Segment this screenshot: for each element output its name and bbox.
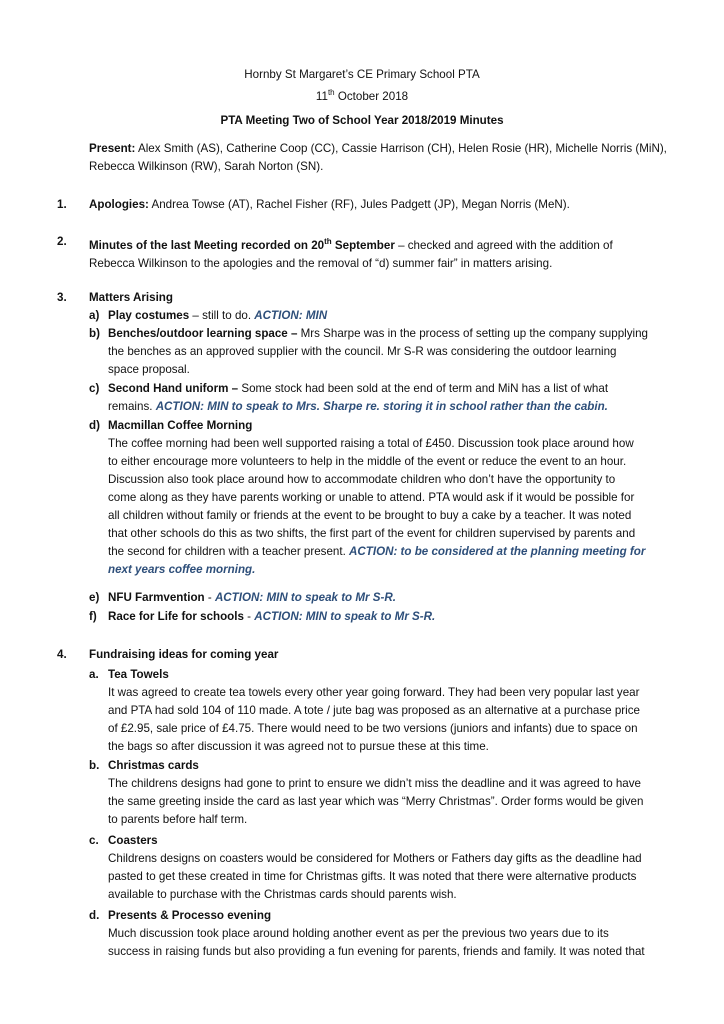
sub-letter-4a: a. xyxy=(89,668,99,681)
item-number-2: 2. xyxy=(57,235,67,248)
sub-letter-3d: d) xyxy=(89,419,100,432)
christmas-cards-item: Christmas cards The childrens designs had gone to print to ensure we didn’t miss the deadline and it was agreed to have the same greeting inside the card as last year which was “Merry Christmas”. Order forms would be given to parents before half term. xyxy=(108,759,644,826)
presents-evening-item: Presents & Processo evening Much discussion took place around holding another event as per the previous two years due to its success in raising funds but also providing a fun evening for parents, friends and family. It was noted that xyxy=(108,909,645,958)
farmvention-item: NFU Farmvention - ACTION: MIN to speak to Mr S-R. xyxy=(108,591,396,604)
sub-letter-3a: a) xyxy=(89,309,100,322)
play-costumes-item: Play costumes – still to do. ACTION: MIN xyxy=(108,309,328,322)
sub-letter-3e: e) xyxy=(89,591,100,604)
fundraising-heading: Fundraising ideas for coming year xyxy=(89,648,279,661)
tea-towels-item: Tea Towels It was agreed to create tea towels every other year going forward. They had been very popular last year and PTA had sold 104 of 110 made. A tote / jute bag was proposed as an alternative at a purchase price of £2.95, sale price of £4.75. There would need to be two versions (juniors and infants) due to space on the bags so after discussion it was agreed not to pursue these at this time. xyxy=(108,668,640,753)
sub-letter-4d: d. xyxy=(89,909,100,922)
sub-letter-4c: c. xyxy=(89,834,99,847)
sub-letter-4b: b. xyxy=(89,759,100,772)
uniform-item: Second Hand uniform – Some stock had been sold at the end of term and MiN has a list of what remains. ACTION: MIN to speak to Mrs. Sharpe re. storing it in school rather than the cabin. xyxy=(108,382,609,413)
matters-arising-heading: Matters Arising xyxy=(89,291,173,304)
sub-letter-3c: c) xyxy=(89,382,100,395)
present-section: Present: Alex Smith (AS), Catherine Coop (CC), Cassie Harrison (CH), Helen Rosie (HR), Michelle Norris (MiN), Rebecca Wilkinson (RW), Sarah Norton (SN). xyxy=(89,142,667,173)
item-number-1: 1. xyxy=(57,198,67,211)
page-title: PTA Meeting Two of School Year 2018/2019 Minutes xyxy=(220,114,504,127)
race-for-life-item: Race for Life for schools - ACTION: MIN to speak to Mr S-R. xyxy=(108,610,436,623)
school-title: Hornby St Margaret’s CE Primary School PTA xyxy=(244,68,480,81)
apologies-section: Apologies: Andrea Towse (AT), Rachel Fisher (RF), Jules Padgett (JP), Megan Norris (MeN). xyxy=(89,198,570,211)
coasters-item: Coasters Childrens designs on coasters would be considered for Mothers or Fathers day gifts as the deadline had pasted to get these created in time for Christmas gifts. It was noted that there were alternative products available to purchase with the Christmas cards should parents wish. xyxy=(108,834,642,901)
item-number-4: 4. xyxy=(57,648,67,661)
coffee-morning-item: Macmillan Coffee Morning The coffee morning had been well supported raising a total of £450. Discussion took place around how to either encourage more volunteers to help in the middle of the event or reduce the event to an hour. Discussion also took place around how to accommodate children who don’t have the opportunity to come along as they have parents working or unable to attend. PTA would ask if it would be possible for all children without family or friends at the event to be brought to buy a cake by a teacher. It was noted that other schools do this as two shifts, the first part of the event for children supervised by parents and the second for children with a teacher present. ACTION: to be considered at the planning meeting for next years coffee morning. xyxy=(108,419,646,576)
meeting-date: 11th October 2018 xyxy=(315,88,409,103)
sub-letter-3b: b) xyxy=(89,327,100,340)
benches-item: Benches/outdoor learning space – Mrs Sharpe was in the process of setting up the company supplying the benches as an approved supplier with the council. Mr S-R was considering the outdoor learning space proposal. xyxy=(108,327,648,376)
sub-letter-3f: f) xyxy=(89,610,97,623)
minutes-section: Minutes of the last Meeting recorded on 20th September – checked and agreed with the addition of Rebecca Wilkinson to the apologies and the removal of “d) summer fair” in matters arising. xyxy=(89,237,613,270)
item-number-3: 3. xyxy=(57,291,67,304)
